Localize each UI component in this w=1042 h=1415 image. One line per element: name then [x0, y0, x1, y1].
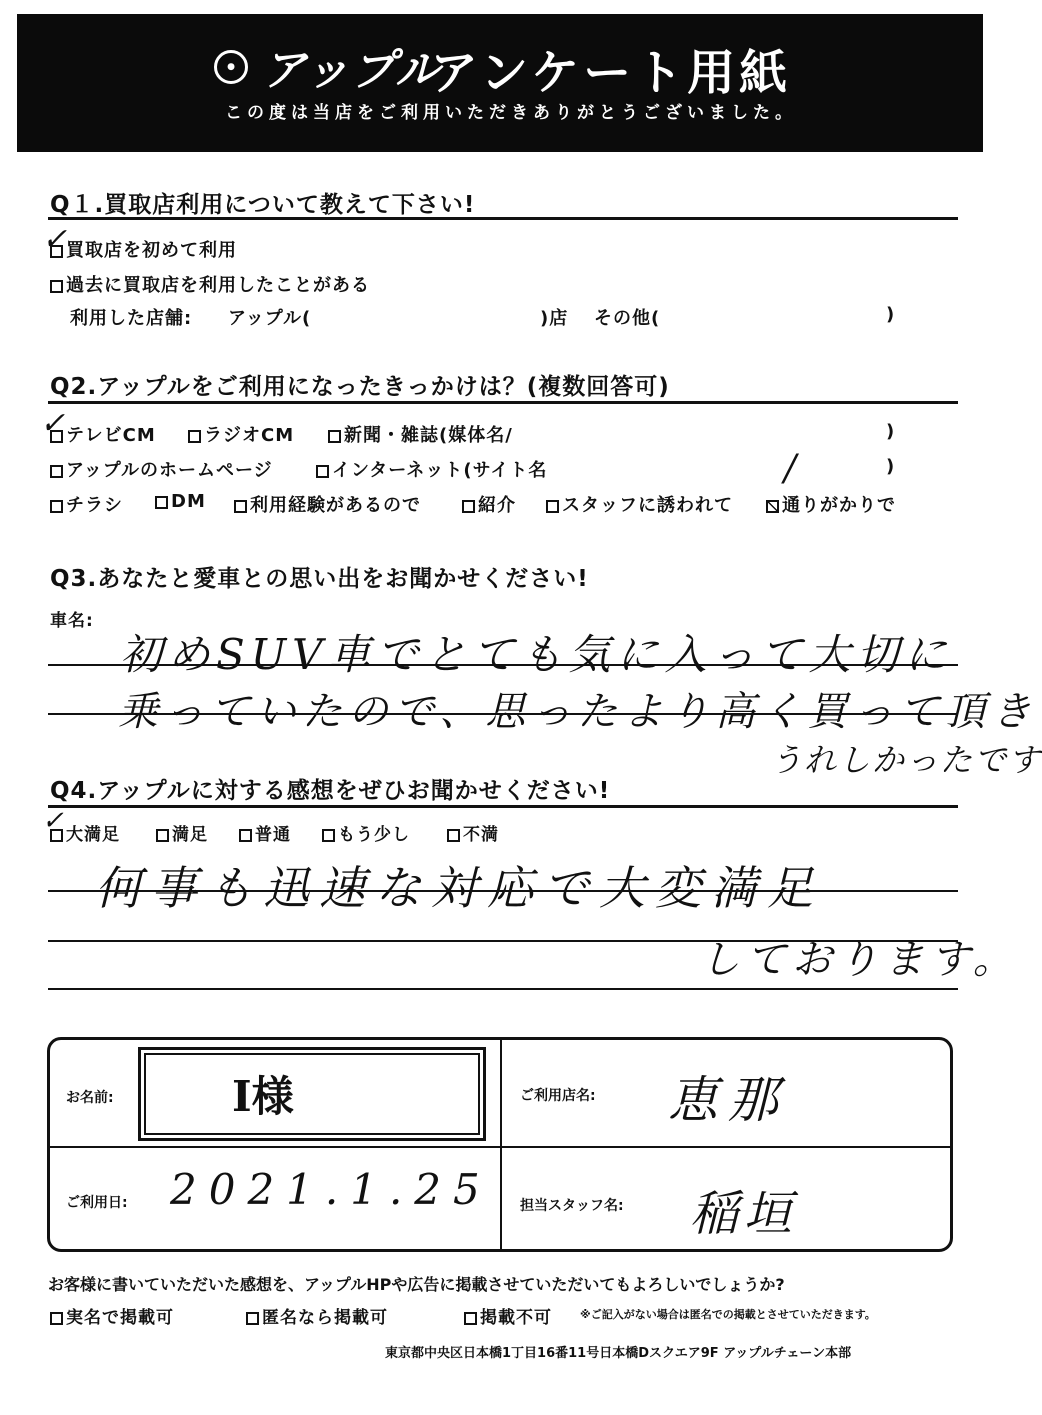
checkbox-icon[interactable] [322, 829, 335, 842]
q4-option-unsatisfied-label: 不満 [463, 825, 499, 845]
checkbox-icon[interactable] [239, 829, 252, 842]
q4-option-normal-label: 普通 [255, 825, 291, 845]
q2-option-radio-label: ラジオCM [204, 425, 295, 446]
checkbox-icon[interactable] [155, 496, 168, 509]
q4-underline [48, 805, 958, 808]
checkbox-icon[interactable] [234, 500, 247, 513]
checkmark-icon: ✓ [42, 806, 64, 836]
q2-option-intro[interactable] [462, 491, 516, 517]
page-subtitle: この度は当店をご利用いただきありがとうございました。 [225, 103, 797, 123]
q1-store-apple: アップル( [228, 308, 312, 329]
checkbox-icon[interactable] [766, 500, 779, 513]
q2-option-hp-label: アップルのホームページ [66, 460, 273, 481]
checkbox-icon[interactable] [447, 829, 460, 842]
q1-store-close: ) [886, 304, 896, 325]
date-label: ご利用日: [66, 1195, 128, 1211]
name-value: I様 [232, 1072, 294, 1121]
info-divider-vertical [500, 1040, 502, 1249]
q3-handwriting-line3: うれしかったです [770, 741, 1042, 779]
store-label: ご利用店名: [520, 1088, 596, 1104]
publish-question: お客様に書いていただいた感想を、アップルHPや広告に掲載させていただいてもよろしいでしょうか? [48, 1275, 785, 1294]
checkbox-icon[interactable] [246, 1312, 259, 1325]
checkbox-icon[interactable] [462, 500, 475, 513]
checkbox-icon[interactable] [188, 430, 201, 443]
q4-handwriting-line1: 何事も迅速な対応で大変満足 [95, 861, 823, 915]
q1-store-suffix: )店 [540, 308, 569, 329]
q1-title: Q１.買取店利用について教えて下さい! [50, 192, 476, 218]
date-value: 2021.1.25 [170, 1165, 492, 1214]
q1-option-first-label: 買取店を初めて利用 [66, 240, 237, 261]
q2-option-news-label: 新聞・雑誌(媒体名/ [344, 425, 513, 446]
q2-news-close: ) [886, 421, 896, 442]
q2-option-intro-label: 紹介 [478, 495, 516, 516]
q4-option-very[interactable] [50, 820, 120, 845]
q1-underline [48, 217, 958, 220]
q4-handwriting-line2: しております。 [700, 937, 1019, 983]
publish-option-realname-label: 実名で掲載可 [66, 1308, 174, 1328]
staff-label: 担当スタッフ名: [520, 1198, 624, 1214]
checkbox-icon[interactable] [50, 465, 63, 478]
checkbox-icon[interactable] [50, 430, 63, 443]
name-field[interactable] [138, 1047, 486, 1141]
q1-option-first[interactable] [50, 236, 237, 262]
q2-net-close: ) [886, 456, 896, 477]
q2-option-flyer[interactable] [50, 491, 123, 517]
page-title: アンケート用紙 [430, 45, 792, 101]
publish-option-realname[interactable] [50, 1303, 174, 1328]
checkmark-icon: / [784, 448, 797, 489]
q4-option-satisfied[interactable] [156, 820, 208, 845]
q2-option-net[interactable] [316, 456, 547, 482]
q2-option-dm[interactable] [155, 491, 206, 512]
q1-store-other: その他( [594, 308, 661, 329]
checkbox-icon[interactable] [328, 430, 341, 443]
q4-option-unsatisfied[interactable] [447, 820, 499, 845]
q1-option-past[interactable] [50, 271, 370, 297]
logo-text: アップル [262, 45, 442, 96]
publish-option-anonymous[interactable] [246, 1303, 388, 1328]
hq-address: 東京都中央区日本橋1丁目16番11号日本橋Dスクエア9F アップルチェーン本部 [385, 1346, 852, 1361]
publish-option-anonymous-label: 匿名なら掲載可 [262, 1308, 388, 1328]
info-divider-horizontal [50, 1146, 950, 1148]
q4-option-little[interactable] [322, 820, 410, 845]
q4-option-very-label: 大満足 [66, 825, 120, 845]
q3-title: Q3.あなたと愛車との思い出をお聞かせください! [50, 566, 589, 592]
q3-car-label: 車名: [50, 611, 94, 631]
checkbox-icon[interactable] [50, 245, 63, 258]
checkbox-icon[interactable] [316, 465, 329, 478]
staff-value: 稲垣 [690, 1186, 799, 1242]
q2-option-staff[interactable] [546, 491, 733, 517]
q2-option-net-label: インターネット(サイト名 [332, 460, 548, 481]
q4-option-little-label: もう少し [338, 825, 410, 845]
name-label: お名前: [66, 1090, 114, 1106]
publish-option-no-label: 掲載不可 [480, 1308, 552, 1328]
q4-option-satisfied-label: 満足 [172, 825, 208, 845]
q3-handwriting-line2: 乗っていたので、思ったより高く買って頂き [118, 689, 1038, 735]
q2-option-hp[interactable] [50, 456, 273, 482]
checkbox-icon[interactable] [546, 500, 559, 513]
q2-option-exp[interactable] [234, 491, 421, 517]
q2-option-tv-label: テレビCM [66, 425, 156, 446]
q2-title: Q2.アップルをご利用になったきっかけは？(複数回答可) [50, 374, 670, 400]
q2-option-dm-label: DM [171, 491, 206, 512]
publish-option-no[interactable] [464, 1303, 552, 1328]
checkmark-icon: ✓ [40, 406, 66, 441]
q4-title: Q4.アップルに対する感想をぜひお聞かせください! [50, 778, 611, 804]
checkbox-icon[interactable] [464, 1312, 477, 1325]
q3-handwriting-line1: 初めSUV車でとても気に入って大切に [120, 630, 953, 679]
q4-option-normal[interactable] [239, 820, 291, 845]
checkbox-icon[interactable] [50, 500, 63, 513]
checkbox-icon[interactable] [50, 1312, 63, 1325]
checkbox-icon[interactable] [156, 829, 169, 842]
writing-rule [48, 988, 958, 990]
q2-option-flyer-label: チラシ [66, 495, 123, 516]
q2-option-news[interactable] [328, 421, 513, 447]
checkbox-icon[interactable] [50, 829, 63, 842]
apple-logo-icon: ● [214, 50, 248, 84]
q1-option-past-label: 過去に買取店を利用したことがある [66, 275, 370, 296]
q2-option-radio[interactable] [188, 421, 294, 447]
q2-option-passing[interactable] [766, 491, 896, 517]
q2-underline [48, 401, 958, 404]
q2-option-staff-label: スタッフに誘われて [562, 495, 733, 516]
checkbox-icon[interactable] [50, 280, 63, 293]
q2-option-exp-label: 利用経験があるので [250, 495, 421, 516]
publish-note: ※ご記入がない場合は匿名での掲載とさせていただきます。 [580, 1308, 876, 1321]
store-value: 恵那 [668, 1071, 788, 1129]
q1-store-label: 利用した店舗: [70, 308, 193, 329]
checkmark-icon: ✓ [42, 222, 68, 257]
q2-option-passing-label: 通りがかりで [782, 495, 896, 516]
q2-option-tv[interactable] [50, 421, 156, 447]
